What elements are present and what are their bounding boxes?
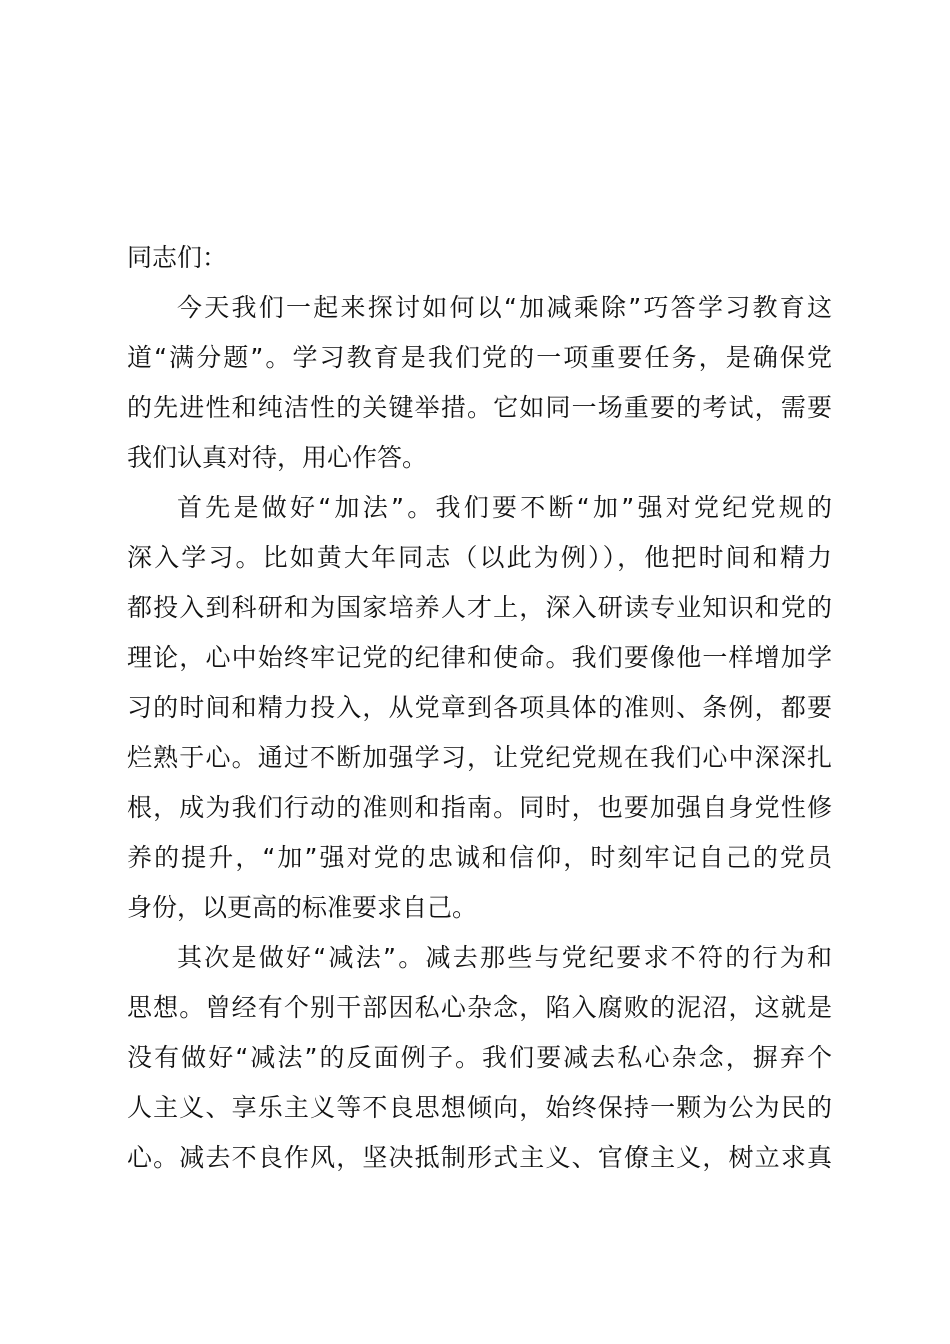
paragraph-line: 习的时间和精力投入，从党章到各项具体的准则、条例，都要 xyxy=(127,693,832,722)
paragraph-line: 首先是做好“加法”。我们要不断“加”强对党纪党规的 xyxy=(177,493,832,522)
paragraph-line: 思想。曾经有个别干部因私心杂念，陷入腐败的泥沼，这就是 xyxy=(127,993,832,1022)
paragraph-line: 养的提升，“加”强对党的忠诚和信仰，时刻牢记自己的党员 xyxy=(127,843,832,872)
paragraph-line: 身份，以更高的标准要求自己。 xyxy=(127,893,478,922)
paragraph-line: 深入学习。比如黄大年同志（以此为例）），他把时间和精力 xyxy=(127,543,832,572)
paragraph-line: 理论，心中始终牢记党的纪律和使命。我们要像他一样增加学 xyxy=(127,643,832,672)
document-body xyxy=(127,233,832,1183)
paragraph-line: 我们认真对待，用心作答。 xyxy=(127,443,428,472)
paragraph-intro xyxy=(127,283,832,483)
paragraph-line: 其次是做好“减法”。减去那些与党纪要求不符的行为和 xyxy=(177,943,832,972)
paragraph-line: 都投入到科研和为国家培养人才上，深入研读专业知识和党的 xyxy=(127,593,832,622)
paragraph-line: 人主义、享乐主义等不良思想倾向，始终保持一颗为公为民的 xyxy=(127,1093,832,1122)
paragraph-line: 今天我们一起来探讨如何以“加减乘除”巧答学习教育这 xyxy=(177,293,832,322)
paragraph-line: 的先进性和纯洁性的关键举措。它如同一场重要的考试，需要 xyxy=(127,393,832,422)
salutation: 同志们： xyxy=(127,243,228,272)
paragraph-line: 道“满分题”。学习教育是我们党的一项重要任务，是确保党 xyxy=(127,343,832,372)
paragraph-line: 没有做好“减法”的反面例子。我们要减去私心杂念，摒弃个 xyxy=(127,1043,832,1072)
paragraph-line: 心。减去不良作风，坚决抵制形式主义、官僚主义，树立求真 xyxy=(127,1143,832,1172)
paragraph-addition xyxy=(127,483,832,933)
paragraph-line: 根，成为我们行动的准则和指南。同时，也要加强自身党性修 xyxy=(127,793,832,822)
paragraph-line: 烂熟于心。通过不断加强学习，让党纪党规在我们心中深深扎 xyxy=(127,743,832,772)
paragraph-subtraction xyxy=(127,933,832,1183)
